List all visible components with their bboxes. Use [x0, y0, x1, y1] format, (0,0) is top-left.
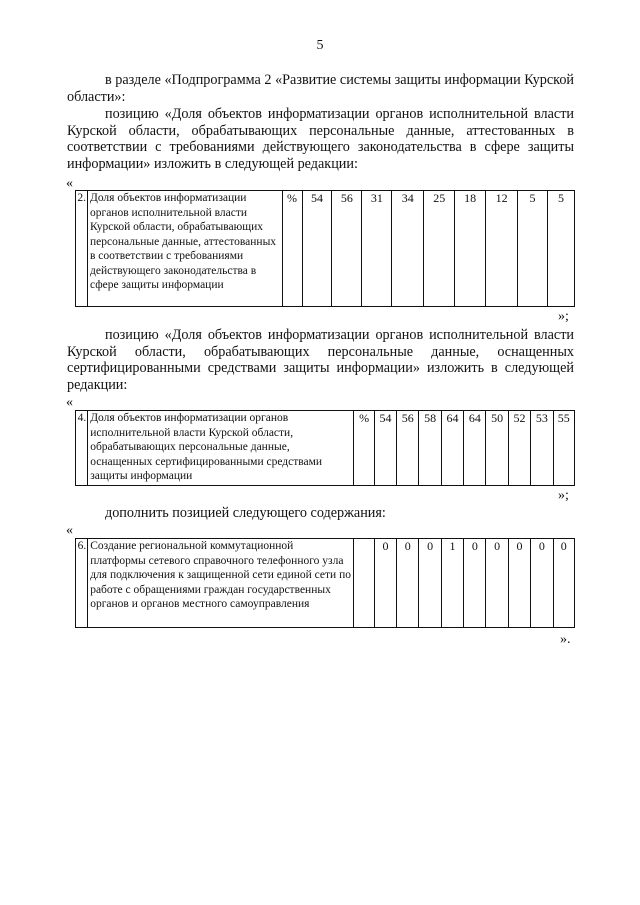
table-row — [76, 191, 575, 307]
value-cell: 0 — [508, 539, 530, 628]
value-cell: 0 — [464, 539, 486, 628]
value-cell: 34 — [392, 191, 424, 307]
value-cell: 5 — [518, 191, 548, 307]
value-cell: 64 — [464, 411, 486, 486]
value-cell: 0 — [419, 539, 441, 628]
row-number: 4. — [76, 411, 88, 486]
value-cell: 55 — [553, 411, 574, 486]
close-quote-2: »; — [558, 488, 569, 503]
table-row — [76, 539, 575, 628]
open-quote-3: « — [66, 523, 73, 538]
value-cell: 64 — [441, 411, 463, 486]
value-cell: 50 — [486, 411, 508, 486]
value-cell: 18 — [455, 191, 486, 307]
value-cell: 56 — [397, 411, 419, 486]
value-cell: 0 — [553, 539, 574, 628]
value-cell: 5 — [547, 191, 574, 307]
paragraph-position-2: позицию «Доля объектов информатизации органов исполнительной власти Курской области, обрабатывающих персональные данные, оснащенных сертифицированными средствами защиты информации» изложить в следующей редакции: — [67, 327, 574, 393]
table-position-6 — [75, 538, 575, 628]
value-cell: 31 — [362, 191, 392, 307]
indicator-name: Доля объектов информатизации органов исполнительной власти Курской области, обрабатывающих персональные данные, аттестованных в соответствии с требованиями действующего законодательства в сфере защиты информации — [87, 191, 282, 307]
row-number: 6. — [76, 539, 88, 628]
value-cell: 0 — [531, 539, 553, 628]
value-cell: 0 — [397, 539, 419, 628]
open-quote-2: « — [66, 395, 73, 410]
table-position-4 — [75, 410, 575, 486]
value-cell: 54 — [374, 411, 396, 486]
paragraph-section-intro: в разделе «Подпрограмма 2 «Развитие системы защиты информации Курской области»: — [67, 72, 574, 105]
value-cell: 1 — [441, 539, 463, 628]
value-cell: 0 — [486, 539, 508, 628]
row-number: 2. — [76, 191, 88, 307]
value-cell: 12 — [486, 191, 518, 307]
close-quote-3: ». — [560, 632, 571, 647]
table-position-2 — [75, 190, 575, 307]
value-cell: 25 — [424, 191, 455, 307]
value-cell: 53 — [531, 411, 553, 486]
page-number: 5 — [316, 38, 324, 53]
indicator-name: Доля объектов информатизации органов исполнительной власти Курской области, обрабатывающих персональные данные, оснащенных сертифицированными средствами защиты информации — [88, 411, 354, 486]
table-row — [76, 411, 575, 486]
paragraph-position-1: позицию «Доля объектов информатизации органов исполнительной власти Курской области, обрабатывающих персональные данные, аттестованных в соответствии с требованиями действующего законодательства в сфере защиты информации» изложить в следующей редакции: — [67, 106, 574, 172]
value-cell: 56 — [332, 191, 362, 307]
value-cell: 58 — [419, 411, 441, 486]
indicator-name: Создание региональной коммутационной платформы сетевого справочного телефонного узла для подключения к защищенной сети единой сети по работе с обращениями граждан государственных органов и органов местного самоуправления — [88, 539, 354, 628]
value-cell: 52 — [508, 411, 530, 486]
value-cell: 54 — [302, 191, 332, 307]
unit-cell — [354, 539, 374, 628]
unit-cell: % — [354, 411, 374, 486]
paragraph-add-position: дополнить позицией следующего содержания: — [105, 505, 386, 521]
close-quote-1: »; — [558, 309, 569, 324]
unit-cell: % — [282, 191, 302, 307]
value-cell: 0 — [374, 539, 396, 628]
open-quote-1: « — [66, 176, 73, 191]
